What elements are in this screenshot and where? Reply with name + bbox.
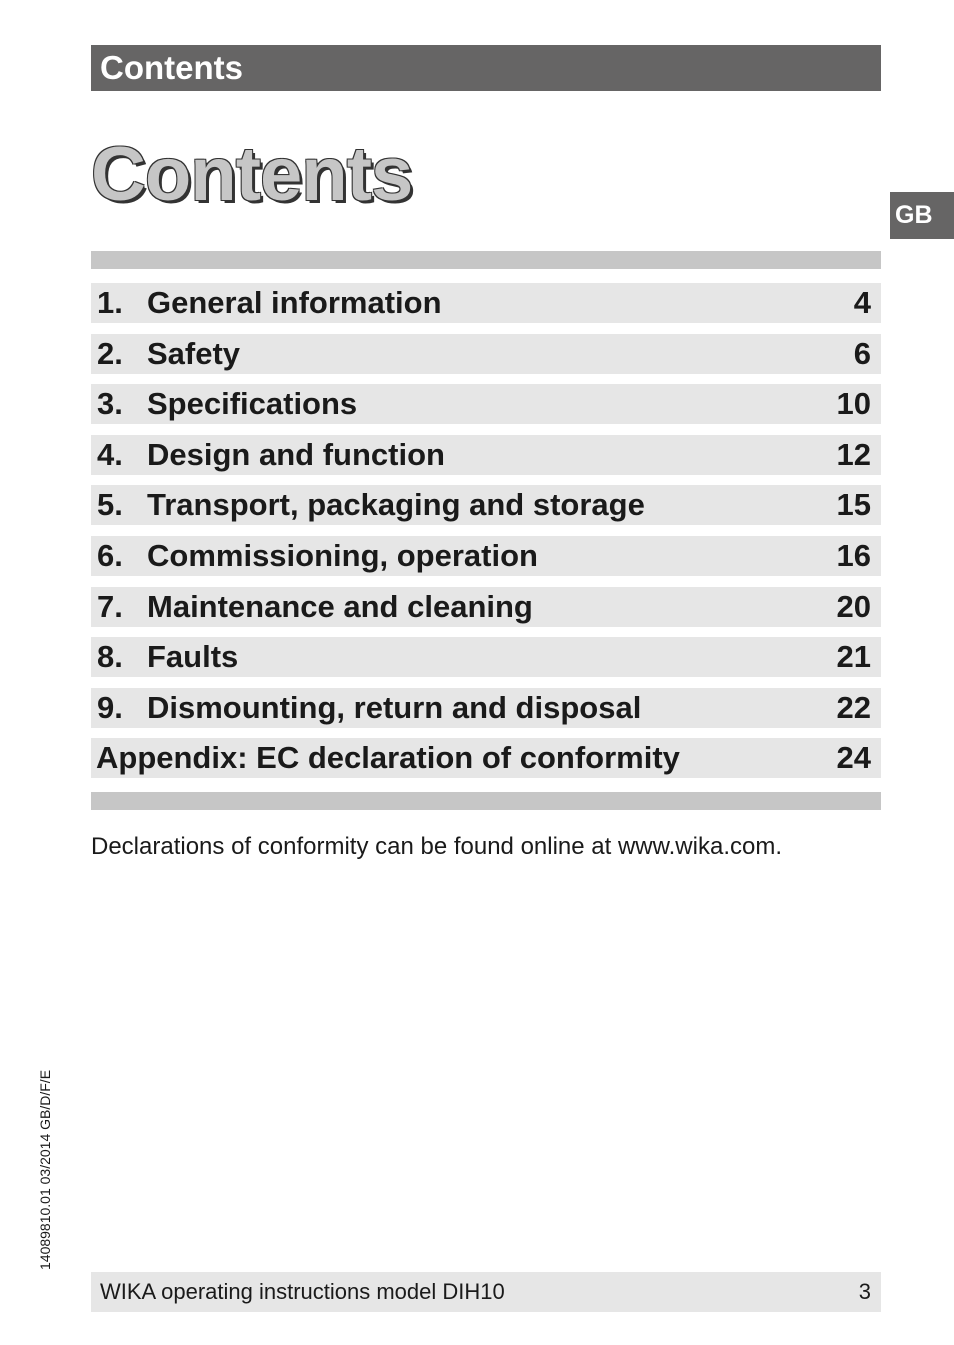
toc-entry-faults[interactable] (91, 637, 881, 677)
toc-entry-page: 16 (836, 537, 871, 573)
toc-entry-title: Safety (147, 335, 241, 371)
language-tab: GB (890, 192, 954, 239)
toc-entry-title: Maintenance and cleaning (147, 588, 533, 624)
toc-entry-design-and-function[interactable] (91, 435, 881, 475)
toc-entry-title: Design and function (147, 436, 445, 472)
toc-entry-number: 2. (97, 335, 123, 371)
toc-entry-number: 3. (97, 386, 123, 422)
toc-entry-title: Faults (147, 639, 239, 675)
toc-entry-page: 4 (853, 285, 871, 320)
toc-entry-title: Commissioning, operation (147, 537, 538, 573)
toc-entry-maintenance-and-cleaning[interactable] (91, 587, 881, 627)
toc-entry-number: 9. (97, 689, 123, 725)
toc-entry-number: 4. (97, 436, 123, 472)
toc-entry-transport-packaging-storage[interactable] (91, 485, 881, 525)
top-divider (91, 251, 881, 269)
toc-entry-number: 7. (97, 588, 123, 624)
page-title: Contents (91, 132, 413, 217)
toc-entry-specifications[interactable] (91, 384, 881, 424)
toc-entry-dismounting-return-disposal[interactable] (91, 688, 881, 728)
footer-text: WIKA operating instructions model DIH10 (100, 1279, 505, 1304)
conformity-note: Declarations of conformity can be found online at www.wika.com. (91, 833, 782, 860)
toc-entry-safety[interactable] (91, 334, 881, 374)
toc-entry-title: Specifications (147, 386, 358, 422)
toc-entry-page: 12 (836, 436, 871, 472)
toc-entry-number: 6. (97, 537, 123, 573)
toc-entry-page: 10 (836, 386, 871, 422)
toc-entry-title: Transport, packaging and storage (147, 487, 645, 523)
toc-entry-commissioning-operation[interactable] (91, 536, 881, 576)
document-code: 14089810.01 03/2014 GB/D/F/E (37, 1069, 53, 1270)
toc-entry-number: 8. (97, 639, 123, 675)
toc-entry-general-information[interactable] (91, 283, 881, 323)
table-of-contents (91, 283, 881, 789)
toc-entry-page: 21 (836, 639, 871, 675)
page-footer (91, 1272, 881, 1312)
toc-entry-page: 20 (836, 588, 871, 624)
section-header-bar (91, 45, 881, 91)
toc-entry-page: 6 (853, 335, 871, 371)
bottom-divider (91, 792, 881, 810)
toc-entry-page: 22 (836, 689, 871, 725)
toc-entry-page: 24 (836, 740, 871, 776)
footer-page-number: 3 (858, 1279, 871, 1304)
toc-entry-page: 15 (836, 487, 871, 523)
section-header-label: Contents (100, 49, 243, 86)
toc-entry-appendix-ec-declaration[interactable] (91, 738, 881, 778)
toc-entry-title: Dismounting, return and disposal (147, 689, 642, 725)
toc-entry-number: 1. (97, 285, 123, 320)
toc-entry-title: Appendix: EC declaration of conformity (96, 740, 680, 776)
toc-entry-title: General information (147, 285, 442, 320)
toc-entry-number: 5. (97, 487, 123, 523)
